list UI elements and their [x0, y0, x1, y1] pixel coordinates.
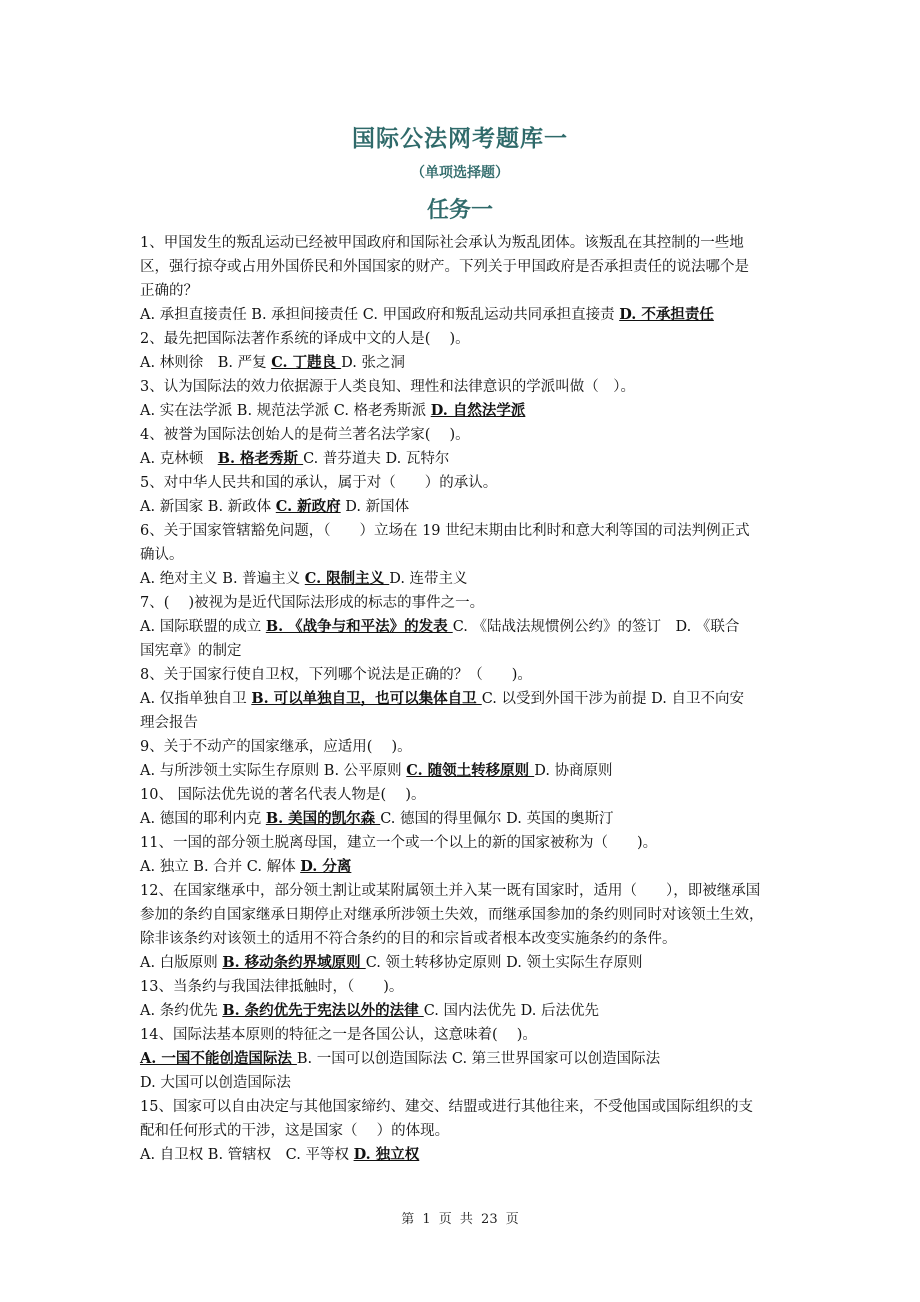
text-segment: B. 一国可以创造国际法 C. 第三世界国家可以创造国际法 [296, 1051, 661, 1067]
text-segment: C. 普芬道夫 D. 瓦特尔 [303, 451, 450, 467]
text-segment: A. 承担直接责任 B. 承担间接责任 C. 甲国政府和叛乱运动共同承担直接责 [140, 307, 620, 323]
text-segment: 区，强行掠夺或占用外国侨民和外国国家的财产。下列关于甲国政府是否承担责任的说法哪个是 [140, 259, 749, 275]
text-segment: 6、关于国家管辖豁免问题，（ ）立场在 19 世纪末期由比利时和意大利等国的司法判例正式 [140, 523, 750, 539]
correct-answer: C. 随领土转移原则 [406, 762, 535, 779]
correct-answer: D. 不承担责任 [619, 306, 714, 323]
text-line [140, 951, 790, 975]
text-line [140, 231, 790, 255]
text-line [140, 639, 790, 663]
text-segment: 4、被誉为国际法创始人的是荷兰著名法学家( )。 [140, 427, 470, 443]
text-line [140, 399, 790, 423]
document-title: 国际公法网考题库一 [352, 126, 568, 152]
page-footer: 第 1 页 共 23 页 [401, 1212, 519, 1227]
text-line [140, 783, 790, 807]
text-segment: 2、最先把国际法著作系统的译成中文的人是( )。 [140, 331, 470, 347]
text-segment: A. 德国的耶利内克 [140, 811, 266, 827]
text-line [140, 1023, 790, 1047]
text-segment: 12、在国家继承中，部分领土割让或某附属领土并入某一既有国家时，适用（ ），即被继承国 [140, 883, 761, 899]
text-line [140, 807, 790, 831]
text-segment: C. 以受到外国干涉为前提 D. 自卫不向安 [481, 691, 744, 707]
text-segment: 除非该条约对该领土的适用不符合条约的目的和宗旨或者根本改变实施条约的条件。 [140, 931, 677, 947]
text-line [140, 855, 790, 879]
text-segment: A. 独立 B. 合并 C. 解体 [140, 859, 301, 875]
text-segment: 14、国际法基本原则的特征之一是各国公认，这意味着( )。 [140, 1027, 537, 1043]
text-line [140, 1071, 790, 1095]
text-line [140, 927, 790, 951]
text-segment: 13、当条约与我国法律抵触时，（ )。 [140, 979, 404, 995]
text-segment: 正确的？ [140, 283, 198, 299]
correct-answer: B. 条约优先于宪法以外的法律 [222, 1002, 424, 1019]
text-segment: C. 国内法优先 D. 后法优先 [423, 1003, 599, 1019]
text-line [140, 471, 790, 495]
text-segment: D. 协商原则 [534, 763, 613, 779]
text-line [140, 375, 790, 399]
text-segment: C. 领土转移协定原则 D. 领土实际生存原则 [365, 955, 643, 971]
correct-answer: B. 格老秀斯 [217, 450, 304, 467]
text-segment: A. 国际联盟的成立 [140, 619, 266, 635]
text-segment: A. 条约优先 [140, 1003, 223, 1019]
text-line [140, 615, 790, 639]
correct-answer: B. 可以单独自卫，也可以集体自卫 [251, 690, 482, 707]
correct-answer: C. 新政府 [275, 498, 341, 515]
document-subtitle: （单项选择题） [411, 165, 509, 181]
correct-answer: C. 丁韪良 [271, 354, 342, 371]
text-line [140, 351, 790, 375]
text-line [140, 759, 790, 783]
text-segment: 15、国家可以自由决定与其他国家缔约、建交、结盟或进行其他往来，不受他国或国际组织的支 [140, 1099, 753, 1115]
correct-answer: D. 分离 [300, 858, 352, 875]
text-line [140, 591, 790, 615]
section-heading: 任务一 [426, 198, 493, 223]
text-segment: 8、关于国家行使自卫权，下列哪个说法是正确的？（ )。 [140, 667, 532, 683]
text-line [140, 1119, 790, 1143]
text-segment: A. 白版原则 [140, 955, 223, 971]
text-line [140, 831, 790, 855]
text-line [140, 423, 790, 447]
text-line [140, 879, 790, 903]
correct-answer: D. 自然法学派 [430, 402, 526, 419]
text-segment: 配和任何形式的干涉，这是国家（ ）的体现。 [140, 1123, 450, 1139]
text-segment: A. 仅指单独自卫 [140, 691, 252, 707]
text-line [140, 255, 790, 279]
text-segment: A. 新国家 B. 新政体 [140, 499, 276, 515]
text-line [140, 1095, 790, 1119]
text-segment: 10、 国际法优先说的著名代表人物是( )。 [140, 787, 426, 803]
correct-answer: B. 美国的凯尔森 [265, 810, 381, 827]
text-line [140, 735, 790, 759]
text-segment: D. 大国可以创造国际法 [140, 1075, 291, 1091]
correct-answer: C. 限制主义 [304, 570, 390, 587]
text-segment: A. 实在法学派 B. 规范法学派 C. 格老秀斯派 [140, 403, 431, 419]
text-segment: 9、关于不动产的国家继承，应适用( )。 [140, 739, 412, 755]
text-segment: 国宪章》的制定 [140, 643, 242, 659]
text-line [140, 1143, 790, 1167]
text-segment: A. 林则徐 B. 严复 [140, 355, 272, 371]
text-segment: A. 与所涉领土实际生存原则 B. 公平原则 [140, 763, 407, 779]
text-segment: A. 自卫权 B. 管辖权 C. 平等权 [140, 1147, 354, 1163]
text-line [140, 663, 790, 687]
text-segment: D. 连带主义 [389, 571, 468, 587]
text-line [140, 903, 790, 927]
text-segment: C. 《陆战法规惯例公约》的签订 D. 《联合 [452, 619, 740, 635]
text-line [140, 711, 790, 735]
text-segment: 11、一国的部分领土脱离母国，建立一个或一个以上的新的国家被称为（ )。 [140, 835, 658, 851]
text-segment: A. 克林顿 [140, 451, 218, 467]
text-line [140, 687, 790, 711]
correct-answer: B. 《战争与和平法》的发表 [265, 618, 453, 635]
text-line [140, 543, 790, 567]
text-line [140, 567, 790, 591]
text-segment: 5、对中华人民共和国的承认，属于对（ ）的承认。 [140, 475, 498, 491]
text-line [140, 303, 790, 327]
correct-answer: B. 移动条约界域原则 [222, 954, 366, 971]
text-segment: D. 张之洞 [341, 355, 405, 371]
text-line [140, 447, 790, 471]
question-list [140, 231, 790, 1167]
text-segment: A. 绝对主义 B. 普遍主义 [140, 571, 305, 587]
text-segment: 7、( )被视为是近代国际法形成的标志的事件之一。 [140, 595, 485, 611]
text-line [140, 999, 790, 1023]
text-segment: 确认。 [140, 547, 184, 563]
text-segment: 参加的条约自国家继承日期停止对继承所涉领土失效，而继承国参加的条约则同时对该领土生效， [140, 907, 764, 923]
text-segment: C. 德国的得里佩尔 D. 英国的奥斯汀 [380, 811, 614, 827]
text-line [140, 327, 790, 351]
text-segment: 1、甲国发生的叛乱运动已经被甲国政府和国际社会承认为叛乱团体。该叛乱在其控制的一些地 [140, 235, 744, 251]
text-line [140, 1047, 790, 1071]
text-segment: 3、认为国际法的效力依据源于人类良知、理性和法律意识的学派叫做（ ）。 [140, 379, 635, 395]
text-line [140, 519, 790, 543]
correct-answer: D. 独立权 [353, 1146, 420, 1163]
text-line [140, 975, 790, 999]
text-line [140, 495, 790, 519]
text-line [140, 279, 790, 303]
correct-answer: A. 一国不能创造国际法 [140, 1050, 297, 1067]
text-segment: D. 新国体 [340, 499, 410, 515]
text-segment: 理会报告 [140, 715, 198, 731]
